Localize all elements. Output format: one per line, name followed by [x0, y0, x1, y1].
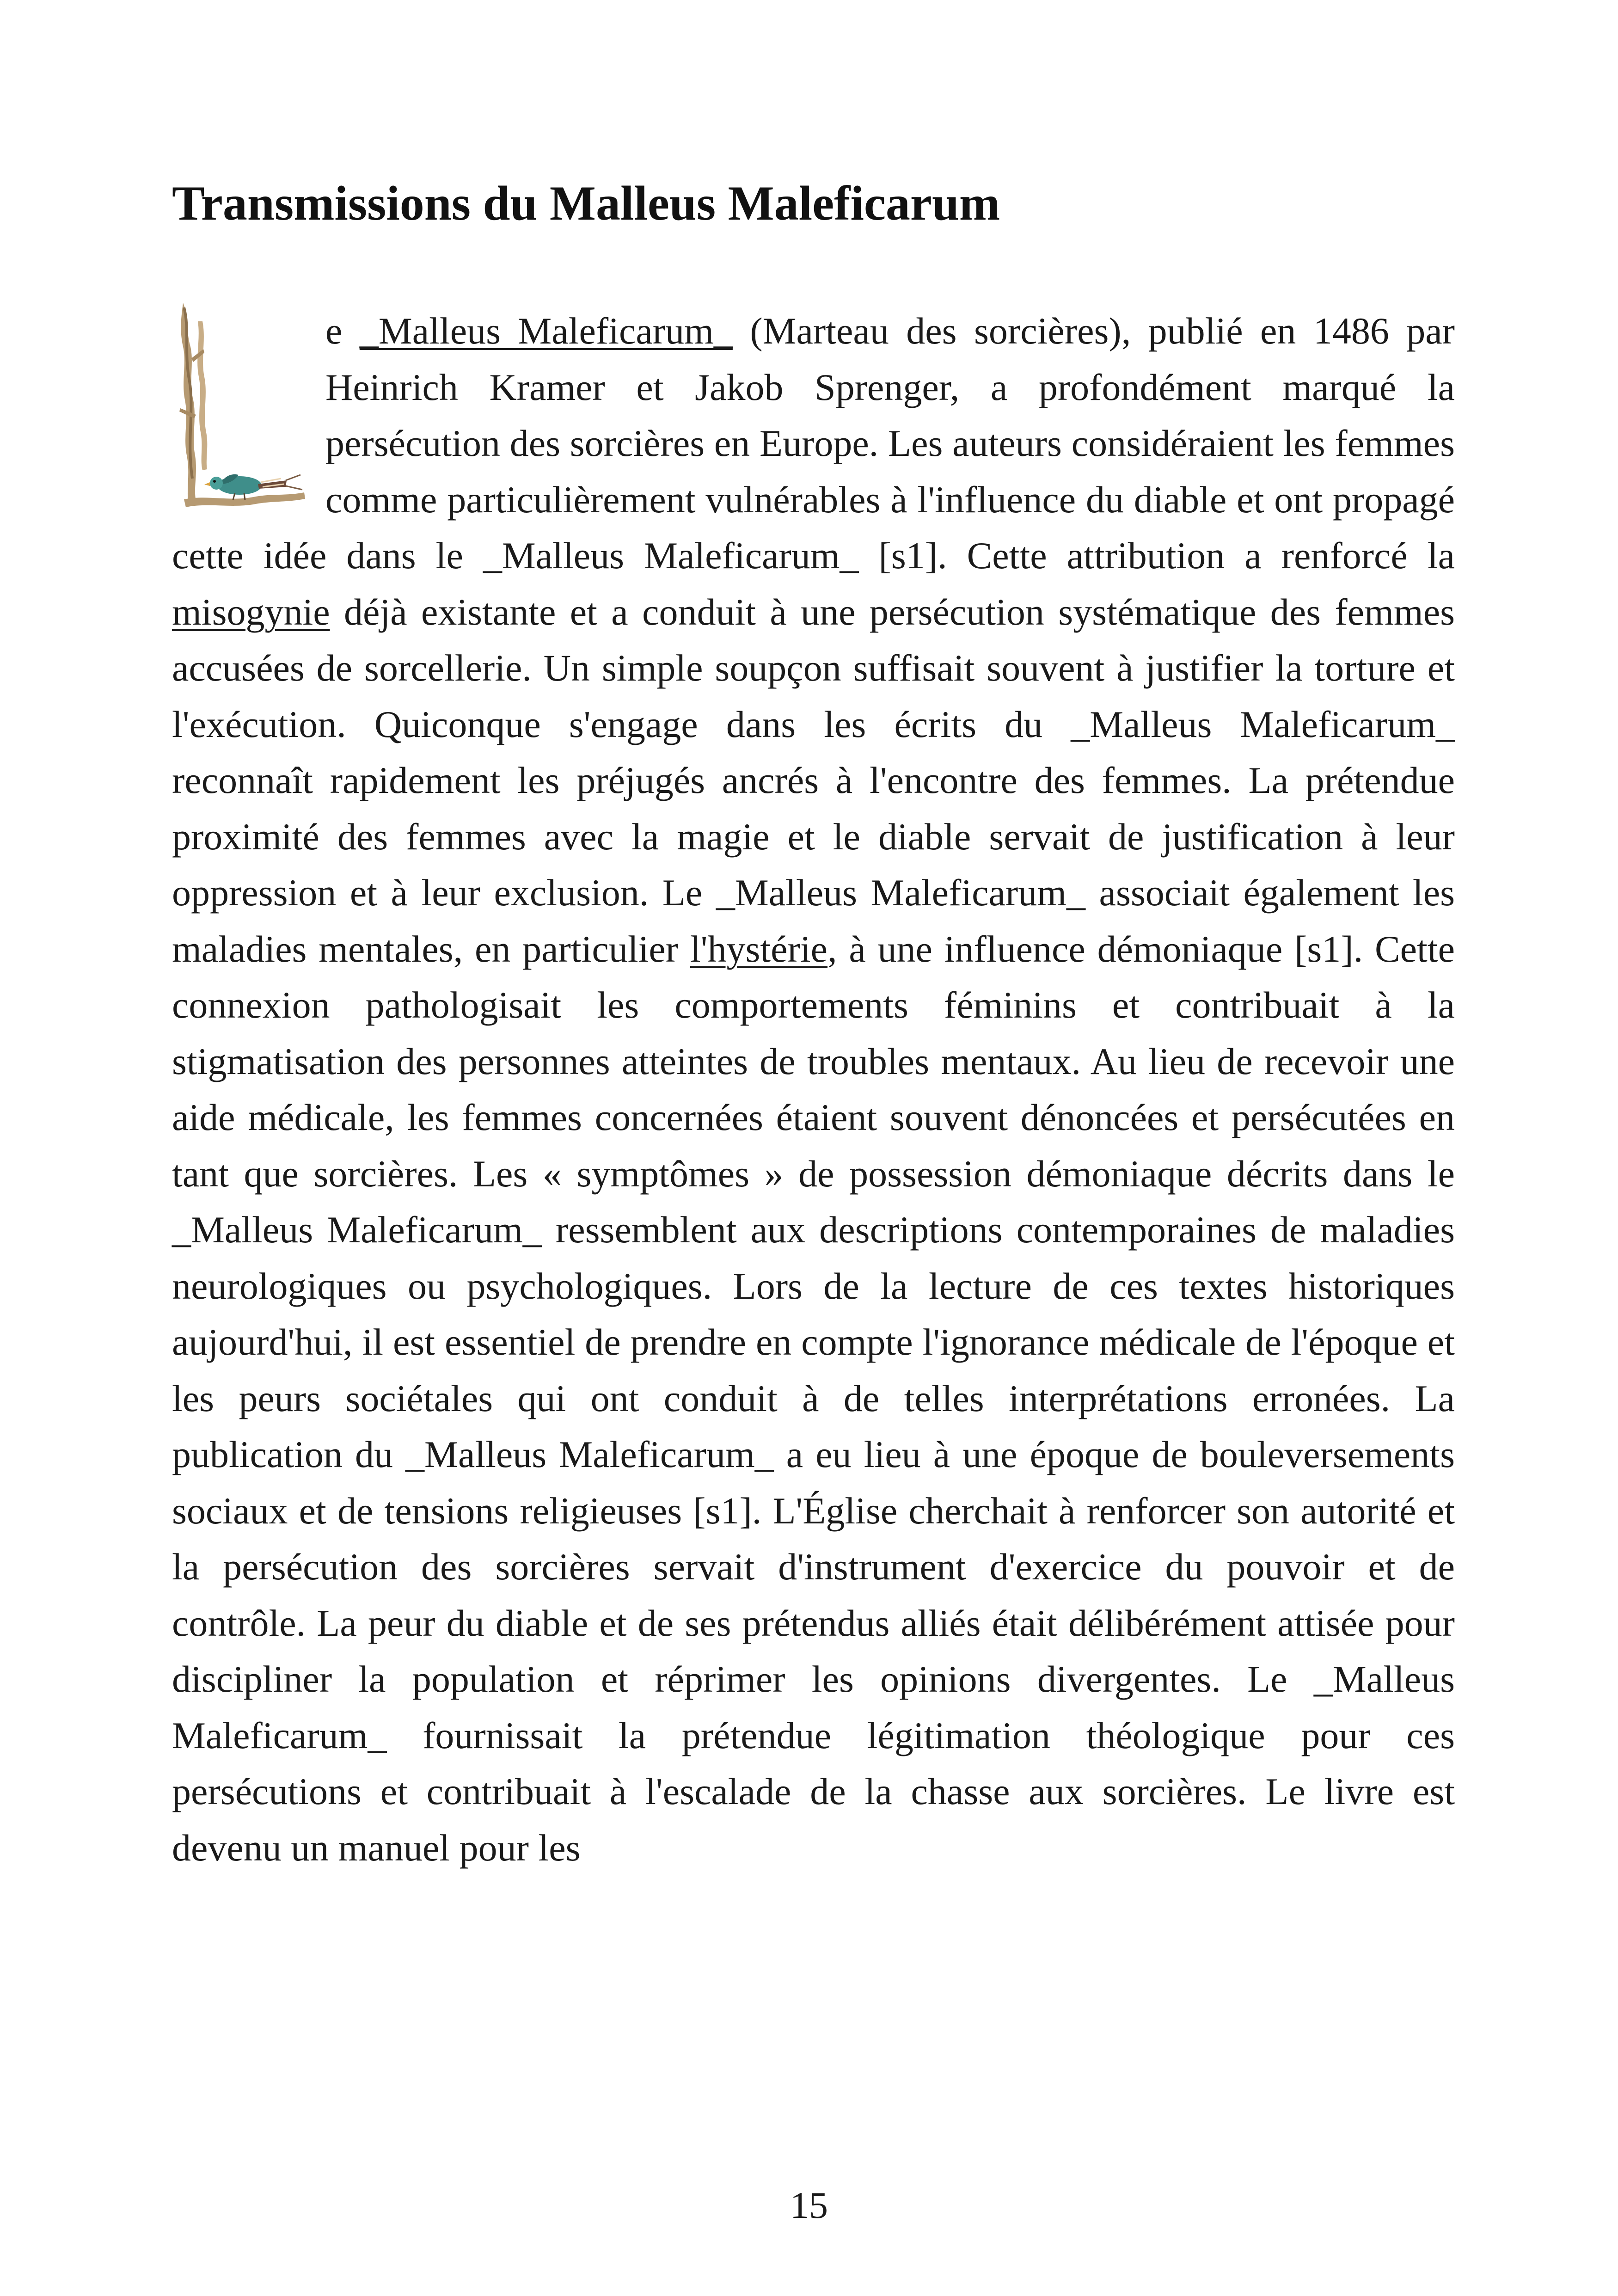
body-paragraph	[172, 303, 1455, 1876]
paragraph-text: (Marteau des sorcières), publié en 1486 par Heinrich Kramer et Jakob Sprenger, a profondément marqué la persécution des sorcières en Europe. Les auteurs considéraient les femmes comme particulièrement vulnérables à l'influence du diable et ont propagé cette idée dans le _Malleus Maleficarum_ [s1]. Cette attribution a renforcé la	[172, 310, 1455, 577]
hysterie-link[interactable]: l'hystérie	[690, 927, 828, 970]
page-number: 15	[790, 2184, 828, 2226]
paragraph-text: e	[325, 310, 360, 352]
dropcap-icon	[170, 303, 309, 522]
page-title: Transmissions du Malleus Maleficarum	[172, 176, 1000, 230]
misogynie-link[interactable]: misogynie	[172, 590, 330, 633]
paragraph-text: déjà existante et a conduit à une persécution systématique des femmes accusées de sorcellerie. Un simple soupçon suffisait souvent à justifier la torture et l'exécution. Quiconque s'engage dans les écrits du _Malleus Maleficarum_ reconnaît rapidement les préjugés ancrés à l'encontre des femmes. La prétendue proximité des femmes avec la magie et le diable servait de justification à leur oppression et à leur exclusion. Le _Malleus Maleficarum_ associait également les maladies mentales, en particulier	[172, 590, 1455, 970]
paragraph-text: , à une influence démoniaque [s1]. Cette connexion pathologisait les comportements féminins et contribuait à la stigmatisation des personnes atteintes de troubles mentaux. Au lieu de recevoir une aide médicale, les femmes concernées étaient souvent dénoncées et persécutées en tant que sorcières. Les « symptômes » de possession démoniaque décrits dans le _Malleus Maleficarum_ ressemblent aux descriptions contemporaines de maladies neurologiques ou psychologiques. Lors de la lecture de ces textes historiques aujourd'hui, il est essentiel de prendre en compte l'ignorance médicale de l'époque et les peurs sociétales qui ont conduit à de telles interprétations erronées. La publication du _Malleus Maleficarum_ a eu lieu à une époque de bouleversements sociaux et de tensions religieuses [s1]. L'Église cherchait à renforcer son autorité et la persécution des sorcières servait d'instrument d'exercice du pouvoir et de contrôle. La peur du diable et de ses prétendus alliés était délibérément attisée pour discipliner la population et réprimer les opinions divergentes. Le _Malleus Maleficarum_ fournissait la prétendue légitimation théologique pour ces persécutions et contribuait à l'escalade de la chasse aux sorcières. Le livre est devenu un manuel pour les	[172, 927, 1455, 1869]
malleus-maleficarum-link[interactable]: _Malleus Maleficarum_	[359, 310, 733, 352]
